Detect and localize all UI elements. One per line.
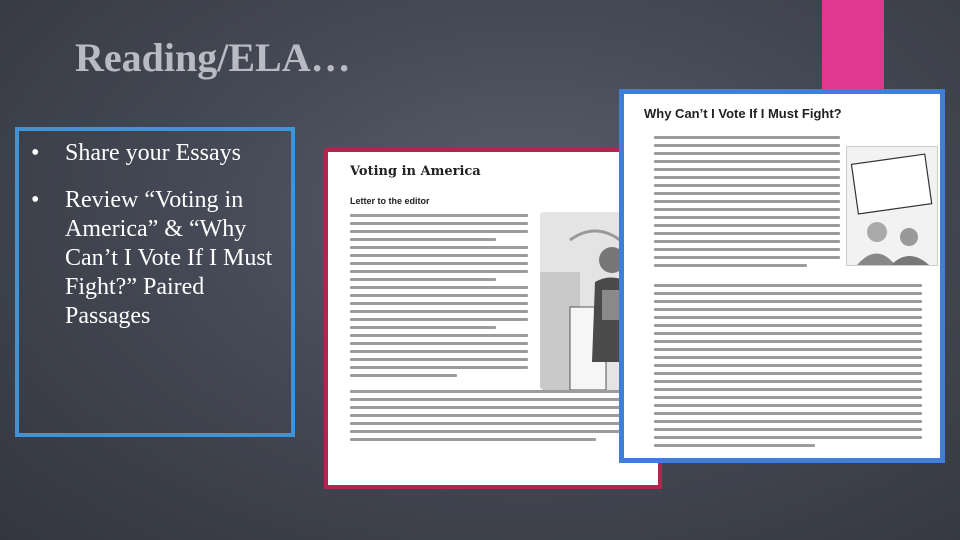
protest-sign-illustration bbox=[846, 146, 938, 266]
bullet-item-review-passages bbox=[29, 186, 291, 331]
passage-why-cant-i-vote bbox=[619, 89, 945, 463]
bullet-text: Share your Essays bbox=[65, 140, 241, 166]
passage-title: Why Can’t I Vote If I Must Fight? bbox=[644, 106, 842, 121]
bullet-marker: • bbox=[31, 140, 40, 166]
passage-body-text bbox=[654, 136, 840, 272]
passage-voting-in-america bbox=[324, 148, 662, 489]
bullet-list bbox=[29, 139, 291, 349]
protest-sign-icon bbox=[847, 147, 937, 265]
passage-subheading: Letter to the editor bbox=[350, 196, 430, 206]
passage-body-text bbox=[350, 214, 528, 382]
bullet-box bbox=[15, 127, 295, 437]
passage-title: Voting in America bbox=[350, 164, 481, 179]
bullet-item-share-essays bbox=[29, 139, 291, 168]
passage-body-text-continued bbox=[654, 284, 922, 452]
bullet-text: Review “Voting in America” & “Why Can’t I Vote If I Must Fight?” Paired Passages bbox=[65, 187, 273, 329]
slide-title: Reading/ELA… bbox=[75, 35, 351, 80]
bullet-marker: • bbox=[31, 187, 40, 213]
pink-accent-bar bbox=[822, 0, 884, 90]
passage-body-text-continued bbox=[350, 390, 650, 446]
